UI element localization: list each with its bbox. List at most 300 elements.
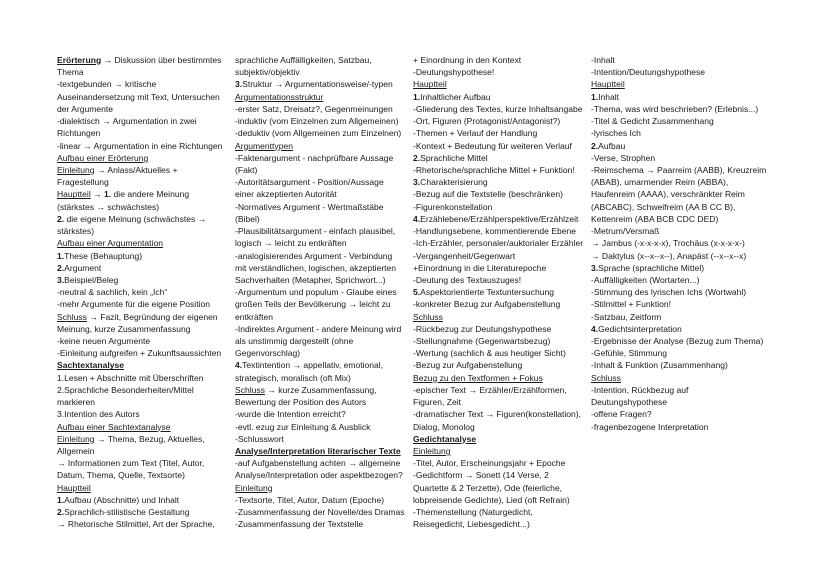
- text-line: [591, 225, 771, 237]
- text-line: [591, 115, 771, 127]
- text-segment: Sachverhalten (Metapher, Sprichwort...): [235, 274, 386, 285]
- text-line: [57, 396, 234, 408]
- text-segment: die eigene Meinung (schwächstes →: [64, 213, 207, 224]
- text-segment: -Textsorte, Titel, Autor, Datum (Epoche): [235, 494, 385, 505]
- text-segment: -Themenstellung (Naturgedicht,: [413, 507, 533, 518]
- list-number: 1.: [591, 91, 599, 102]
- text-line: [235, 323, 413, 335]
- text-line: [57, 323, 234, 335]
- text-line: [57, 237, 234, 249]
- text-line: [235, 176, 413, 188]
- text-line: [591, 311, 771, 323]
- text-segment: 1.Lesen + Abschnitte mit Überschriften: [57, 372, 204, 383]
- text-line: [413, 506, 591, 518]
- text-segment: Figuren, Zeit: [413, 397, 461, 408]
- text-segment: -Wertung (sachlich & aus heutiger Sicht): [413, 348, 566, 359]
- text-line: [591, 335, 771, 347]
- text-line: [235, 213, 413, 225]
- text-line: [413, 152, 591, 164]
- list-number: 3.: [591, 262, 599, 273]
- text-segment: -Reimschema → Paarreim (AABB), Kreuzreim: [591, 164, 767, 175]
- text-line: [57, 201, 234, 213]
- text-segment: -Stimmung des lyrischen Ichs (Wortwahl): [591, 287, 747, 298]
- text-segment: -konkreter Bezug zur Aufgabenstellung: [413, 299, 561, 310]
- text-segment: Analyse/Interpretation oder aspektbezogen?: [235, 470, 403, 481]
- text-line: [235, 421, 413, 433]
- text-line: [235, 127, 413, 139]
- text-segment: Charakterisierung: [420, 177, 488, 188]
- text-line: [235, 237, 413, 249]
- text-segment: → kurze Zusammenfassung,: [264, 384, 377, 395]
- text-line: [591, 127, 771, 139]
- text-segment: (stärkstes → schwächstes): [57, 201, 160, 212]
- text-line: [591, 286, 771, 298]
- text-segment: -Indirektes Argument - andere Meinung wird: [235, 323, 402, 334]
- text-line: [413, 237, 591, 249]
- text-line: [57, 494, 234, 506]
- text-segment: mit verständlichen, logischen, akzeptierten: [235, 262, 397, 273]
- list-number: 1.: [57, 250, 65, 261]
- list-number: 2.: [57, 507, 65, 518]
- text-segment: -Ergebnisse der Analyse (Bezug zum Thema): [591, 336, 764, 347]
- list-number: 3.: [413, 177, 421, 188]
- text-line: [57, 225, 234, 237]
- text-segment: -Handlungsebene, kommentierende Ebene: [413, 226, 576, 237]
- text-line: [57, 384, 234, 396]
- text-segment: -Rhetorische/sprachliche Mittel + Funktion!: [413, 164, 575, 175]
- text-segment: -lyrisches Ich: [591, 128, 641, 139]
- text-segment: -Satzbau, Zeitform: [591, 311, 662, 322]
- text-segment: Struktur → Argumentationsweise/-typen: [242, 79, 393, 90]
- text-segment: (ABAB), umarmender Reim (ABBA),: [591, 177, 729, 188]
- column-1: [57, 54, 234, 531]
- text-line: [413, 445, 591, 457]
- text-line: [57, 372, 234, 384]
- subheading: Aufbau einer Argumentation: [57, 238, 163, 249]
- text-segment: -Schlusswort: [235, 433, 284, 444]
- text-segment: 3.Intention des Autors: [57, 409, 140, 420]
- text-segment: Gegenvorschlag): [235, 348, 301, 359]
- text-segment: -Autoritätsargument - Position/Aussage: [235, 177, 384, 188]
- text-segment: Bewertung der Position des Autors: [235, 397, 367, 408]
- text-segment: -keine neuen Argumente: [57, 336, 151, 347]
- text-segment: -Inhalt: [591, 55, 615, 65]
- text-line: [591, 396, 771, 408]
- text-line: [57, 408, 234, 420]
- section-heading: Sachtextanalyse: [57, 360, 124, 371]
- subheading: Aufbau einer Erörterung: [57, 152, 149, 163]
- text-line: [57, 506, 234, 518]
- text-line: [57, 250, 234, 262]
- subheading: Bezug zu den Textformen + Fokus: [413, 372, 543, 383]
- text-line: [235, 384, 413, 396]
- text-segment: (Fakt): [235, 164, 258, 175]
- text-line: [413, 188, 591, 200]
- text-line: [591, 421, 771, 433]
- text-segment: Aspektorientierte Textuntersuchung: [420, 287, 554, 298]
- subheading: Einleitung: [235, 482, 273, 493]
- text-line: [413, 274, 591, 286]
- text-segment: -Deutung des Textauszuges!: [413, 274, 522, 285]
- text-segment: Argument: [64, 262, 102, 273]
- text-line: [413, 66, 591, 78]
- text-line: [235, 518, 413, 530]
- text-line: [413, 127, 591, 139]
- text-line: [413, 201, 591, 213]
- text-line: [57, 469, 234, 481]
- text-line: [235, 372, 413, 384]
- text-line: [413, 518, 591, 530]
- text-line: [413, 457, 591, 469]
- text-line: [57, 359, 234, 371]
- text-segment: Kettenreim (ABA BCB CDC DED): [591, 213, 719, 224]
- text-segment: (ABCABC), Schweifreim (AA B CC B),: [591, 201, 736, 212]
- text-segment: Richtungen: [57, 128, 101, 139]
- text-segment: Quartette & 2 Terzette), Ode (feierliche,: [413, 482, 563, 493]
- text-segment: -Einleitung aufgreifen + Zukunftsaussichten: [57, 348, 222, 359]
- list-number: 3.: [235, 79, 243, 90]
- text-segment: -Zusammenfassung der Novelle/des Dramas: [235, 507, 405, 518]
- subheading: Hauptteil: [57, 189, 91, 200]
- text-line: [57, 457, 234, 469]
- text-segment: Deutungshypothese: [591, 397, 668, 408]
- text-line: [235, 396, 413, 408]
- text-line: [57, 188, 234, 200]
- text-segment: einer akzeptierten Autorität: [235, 189, 337, 200]
- text-line: [235, 54, 413, 66]
- list-number: 4.: [591, 323, 599, 334]
- text-line: [57, 91, 234, 103]
- text-line: [57, 262, 234, 274]
- text-segment: lobpreisende Gedichte), Lied (oft Refrain): [413, 494, 570, 505]
- text-segment: -Ich-Erzähler, personaler/auktorialer Erzähler: [413, 238, 584, 249]
- text-segment: -Gedichtform → Sonett (14 Verse, 2: [413, 470, 549, 481]
- text-line: [591, 384, 771, 396]
- subheading: Schluss: [235, 384, 265, 395]
- text-segment: -erster Satz, Dreisatz?, Gegenmeinungen: [235, 103, 393, 114]
- text-segment: -evtl. ezug zur Einleitung & Ausblick: [235, 421, 371, 432]
- subheading: Argumenttypen: [235, 140, 293, 151]
- text-segment: -Gliederung des Textes, kurze Inhaltsangabe: [413, 103, 583, 114]
- text-segment: Aufbau (Abschnitte) und Inhalt: [64, 494, 180, 505]
- text-line: [57, 298, 234, 310]
- text-line: [591, 274, 771, 286]
- text-line: [591, 103, 771, 115]
- section-heading: Analyse/Interpretation literarischer Texte: [235, 446, 401, 456]
- text-line: [235, 347, 413, 359]
- text-segment: -Inhalt & Funktion (Zusammenhang): [591, 360, 728, 371]
- text-line: [591, 176, 771, 188]
- text-line: [413, 335, 591, 347]
- subheading: Schluss: [413, 311, 443, 322]
- text-line: [591, 66, 771, 78]
- text-line: [591, 262, 771, 274]
- text-segment: -neutral & sachlich, kein „Ich“: [57, 287, 168, 298]
- subheading: Schluss: [591, 372, 621, 383]
- text-segment: -Thema, was wird beschrieben? (Erlebnis...): [591, 103, 759, 114]
- text-segment: -Kontext + Bedeutung für weiteren Verlauf: [413, 140, 572, 151]
- text-segment: subjektiv/objektiv: [235, 67, 300, 78]
- text-segment: → Jambus (-x-x-x-x), Trochäus (x-x-x-x-): [591, 238, 745, 249]
- list-number: 5.: [413, 287, 421, 298]
- text-line: [57, 433, 234, 445]
- subheading: Einleitung: [57, 433, 95, 444]
- text-line: [413, 54, 591, 66]
- text-line: [413, 103, 591, 115]
- text-segment: Haufenreim (AAAA), verschränkter Reim: [591, 189, 745, 200]
- text-line: [235, 188, 413, 200]
- text-line: [413, 176, 591, 188]
- section-heading: Erörterung: [57, 55, 102, 65]
- text-segment: -Titel & Gedicht Zusammenhang: [591, 116, 714, 127]
- text-line: [235, 506, 413, 518]
- list-number: 1.: [104, 189, 112, 200]
- text-line: [235, 140, 413, 152]
- text-line: [57, 176, 234, 188]
- text-line: [235, 469, 413, 481]
- text-segment: Gedichtsinterpretation: [598, 323, 682, 334]
- text-segment: Reisegedicht, Liebesgedicht...): [413, 519, 530, 530]
- text-line: [235, 66, 413, 78]
- text-segment: markieren: [57, 397, 95, 408]
- text-line: [413, 396, 591, 408]
- subheading: Aufbau einer Sachtextanalyse: [57, 421, 171, 432]
- text-line: [235, 359, 413, 371]
- text-line: [591, 298, 771, 310]
- text-line: [57, 78, 234, 90]
- text-line: [57, 152, 234, 164]
- list-number: 4.: [413, 213, 421, 224]
- text-line: [57, 103, 234, 115]
- text-segment: großen Teils der Bevölkerung → leicht zu: [235, 299, 391, 310]
- text-line: [57, 445, 234, 457]
- list-number: 4.: [235, 360, 243, 371]
- text-segment: -Deutungshypothese!: [413, 67, 495, 78]
- text-segment: -mehr Argumente für die eigene Position: [57, 299, 210, 310]
- text-line: [235, 408, 413, 420]
- subheading: Einleitung: [413, 446, 451, 456]
- text-line: [57, 518, 234, 530]
- text-segment: -Intention/Deutungshypothese: [591, 67, 706, 78]
- text-segment: -Zusammenfassung der Textstelle: [235, 519, 364, 530]
- text-line: [413, 359, 591, 371]
- text-segment: Aufbau: [598, 140, 626, 151]
- list-number: 2.: [57, 213, 65, 224]
- text-line: [413, 298, 591, 310]
- subheading: Hauptteil: [591, 79, 625, 90]
- list-number: 2.: [413, 152, 421, 163]
- text-segment: → Fazit, Begründung der eigenen: [86, 311, 218, 322]
- text-line: [235, 164, 413, 176]
- text-segment: Datum, Thema, Quelle, Textsorte): [57, 470, 185, 481]
- text-line: [57, 115, 234, 127]
- text-segment: -induktiv (vom Einzelnen zum Allgemeinen): [235, 116, 399, 127]
- list-number: 3.: [57, 274, 65, 285]
- text-segment: -Stellungnahme (Gegenwartsbezug): [413, 336, 551, 347]
- text-line: [235, 311, 413, 323]
- text-line: [235, 152, 413, 164]
- text-segment: -Normatives Argument - Wertmaßstäbe: [235, 201, 384, 212]
- text-line: [235, 494, 413, 506]
- text-line: [413, 311, 591, 323]
- text-segment: als unstimmig dargestellt (ohne: [235, 336, 354, 347]
- text-line: [57, 127, 234, 139]
- text-segment: -Stilmittel + Funktion!: [591, 299, 672, 310]
- text-line: [235, 201, 413, 213]
- text-line: [57, 140, 234, 152]
- text-line: [413, 323, 591, 335]
- text-segment: Sprache (sprachliche Mittel): [598, 262, 705, 273]
- text-segment: + Einordnung in den Kontext: [413, 55, 522, 65]
- text-segment: -dialektisch → Argumentation in zwei: [57, 116, 197, 127]
- text-line: [57, 286, 234, 298]
- text-line: [413, 372, 591, 384]
- text-segment: -offene Fragen?: [591, 409, 652, 420]
- list-number: 2.: [591, 140, 599, 151]
- text-line: [591, 347, 771, 359]
- text-line: [591, 78, 771, 90]
- text-segment: 2.Sprachliche Besonderheiten/Mittel: [57, 384, 194, 395]
- text-segment: -Verse, Strophen: [591, 152, 656, 163]
- column-3: [413, 54, 591, 531]
- text-line: [413, 225, 591, 237]
- text-segment: logisch → leicht zu entkräften: [235, 238, 347, 249]
- text-line: [413, 164, 591, 176]
- text-segment: -auf Aufgabenstellung achten → allgemeine: [235, 458, 401, 469]
- text-line: [57, 66, 234, 78]
- text-line: [591, 213, 771, 225]
- text-segment: Auseinandersetzung mit Text, Untersuchen: [57, 91, 220, 102]
- text-segment: -Intention, Rückbezug auf: [591, 384, 689, 395]
- text-line: [413, 213, 591, 225]
- text-line: [235, 225, 413, 237]
- text-line: [57, 482, 234, 494]
- text-segment: These (Behauptung): [64, 250, 143, 261]
- text-segment: -Rückbezug zur Deutungshypothese: [413, 323, 552, 334]
- text-line: [235, 262, 413, 274]
- text-segment: -Ort, Figuren (Protagonist/Antagonist?): [413, 116, 561, 127]
- text-line: [57, 347, 234, 359]
- subheading: Einleitung: [57, 164, 95, 175]
- text-line: [235, 482, 413, 494]
- text-line: [57, 164, 234, 176]
- text-line: [57, 54, 234, 66]
- text-line: [413, 433, 591, 445]
- text-segment: -Plausibilitätsargument - einfach plausibel,: [235, 226, 396, 237]
- text-line: [235, 445, 413, 457]
- text-line: [591, 164, 771, 176]
- text-segment: → Informationen zum Text (Titel, Autor,: [57, 458, 205, 469]
- text-segment: strategisch, moralisch (oft Mix): [235, 372, 351, 383]
- text-segment: → Anlass/Aktuelles +: [94, 164, 178, 175]
- text-segment: -epischer Text → Erzähler/Erzählformen,: [413, 384, 567, 395]
- text-line: [235, 298, 413, 310]
- text-segment: Meinung, kurze Zusammenfassung: [57, 323, 191, 334]
- column-2: [235, 54, 413, 531]
- text-line: [413, 421, 591, 433]
- text-segment: (Bibel): [235, 213, 260, 224]
- text-segment: -Figurenkonstellation: [413, 201, 493, 212]
- text-line: [57, 311, 234, 323]
- text-segment: → Diskussion über bestimmtes: [101, 55, 222, 65]
- text-line: [235, 335, 413, 347]
- list-number: 1.: [57, 494, 65, 505]
- text-line: [235, 433, 413, 445]
- text-segment: -linear → Argumentation in eine Richtungen: [57, 140, 223, 151]
- text-line: [57, 213, 234, 225]
- subheading: Hauptteil: [413, 79, 447, 90]
- text-segment: -wurde die Intention erreicht?: [235, 409, 346, 420]
- text-segment: → Daktylus (x--x--x--), Anapäst (--x--x--x): [591, 250, 747, 261]
- text-line: [591, 359, 771, 371]
- text-segment: stärkstes): [57, 226, 95, 237]
- text-segment: der Argumente: [57, 103, 114, 114]
- text-line: [591, 408, 771, 420]
- text-line: [591, 323, 771, 335]
- text-line: [57, 421, 234, 433]
- text-segment: -dramatischer Text → Figuren(konstellation),: [413, 409, 581, 420]
- text-line: [235, 91, 413, 103]
- subheading: Argumentationsstruktur: [235, 91, 324, 102]
- text-line: [235, 250, 413, 262]
- text-segment: -Metrum/Versmaß: [591, 226, 660, 237]
- text-line: [591, 91, 771, 103]
- text-line: [235, 286, 413, 298]
- text-line: [57, 274, 234, 286]
- text-line: [413, 140, 591, 152]
- text-segment: -Vergangenheit/Gegenwart: [413, 250, 516, 261]
- text-line: [235, 78, 413, 90]
- text-line: [413, 494, 591, 506]
- text-segment: → Rhetorische Stilmittel, Art der Sprache,: [57, 519, 215, 530]
- text-segment: -Bezug auf die Textstelle (beschränken): [413, 189, 563, 200]
- text-segment: sprachliche Auffälligkeiten, Satzbau,: [235, 55, 372, 65]
- text-segment: +Einordnung in die Literaturepoche: [413, 262, 547, 273]
- text-line: [591, 188, 771, 200]
- text-segment: Sprachliche Mittel: [420, 152, 488, 163]
- text-segment: Fragestellung: [57, 177, 109, 188]
- list-number: 2.: [57, 262, 65, 273]
- text-line: [413, 384, 591, 396]
- text-segment: Inhaltlicher Aufbau: [420, 91, 491, 102]
- text-line: [413, 286, 591, 298]
- text-segment: die andere Meinung: [111, 189, 190, 200]
- text-segment: → Thema, Bezug, Aktuelles,: [94, 433, 205, 444]
- text-segment: -fragenbezogene Interpretation: [591, 421, 709, 432]
- text-segment: Inhalt: [598, 91, 620, 102]
- text-line: [413, 262, 591, 274]
- text-segment: Sprachlich-stilistische Gestaltung: [64, 507, 190, 518]
- subheading: Hauptteil: [57, 482, 91, 493]
- text-line: [235, 457, 413, 469]
- text-segment: Thema: [57, 67, 84, 78]
- text-line: [413, 408, 591, 420]
- text-line: [591, 140, 771, 152]
- text-segment: Allgemein: [57, 446, 95, 456]
- text-line: [235, 274, 413, 286]
- text-line: [413, 469, 591, 481]
- text-line: [413, 250, 591, 262]
- text-segment: Dialog, Monolog: [413, 421, 475, 432]
- text-line: [235, 103, 413, 115]
- text-line: [413, 78, 591, 90]
- text-segment: -Argumentum und populum - Glaube eines: [235, 287, 397, 298]
- text-line: [413, 115, 591, 127]
- text-line: [413, 482, 591, 494]
- text-line: [235, 115, 413, 127]
- subheading: Schluss: [57, 311, 87, 322]
- text-line: [591, 237, 771, 249]
